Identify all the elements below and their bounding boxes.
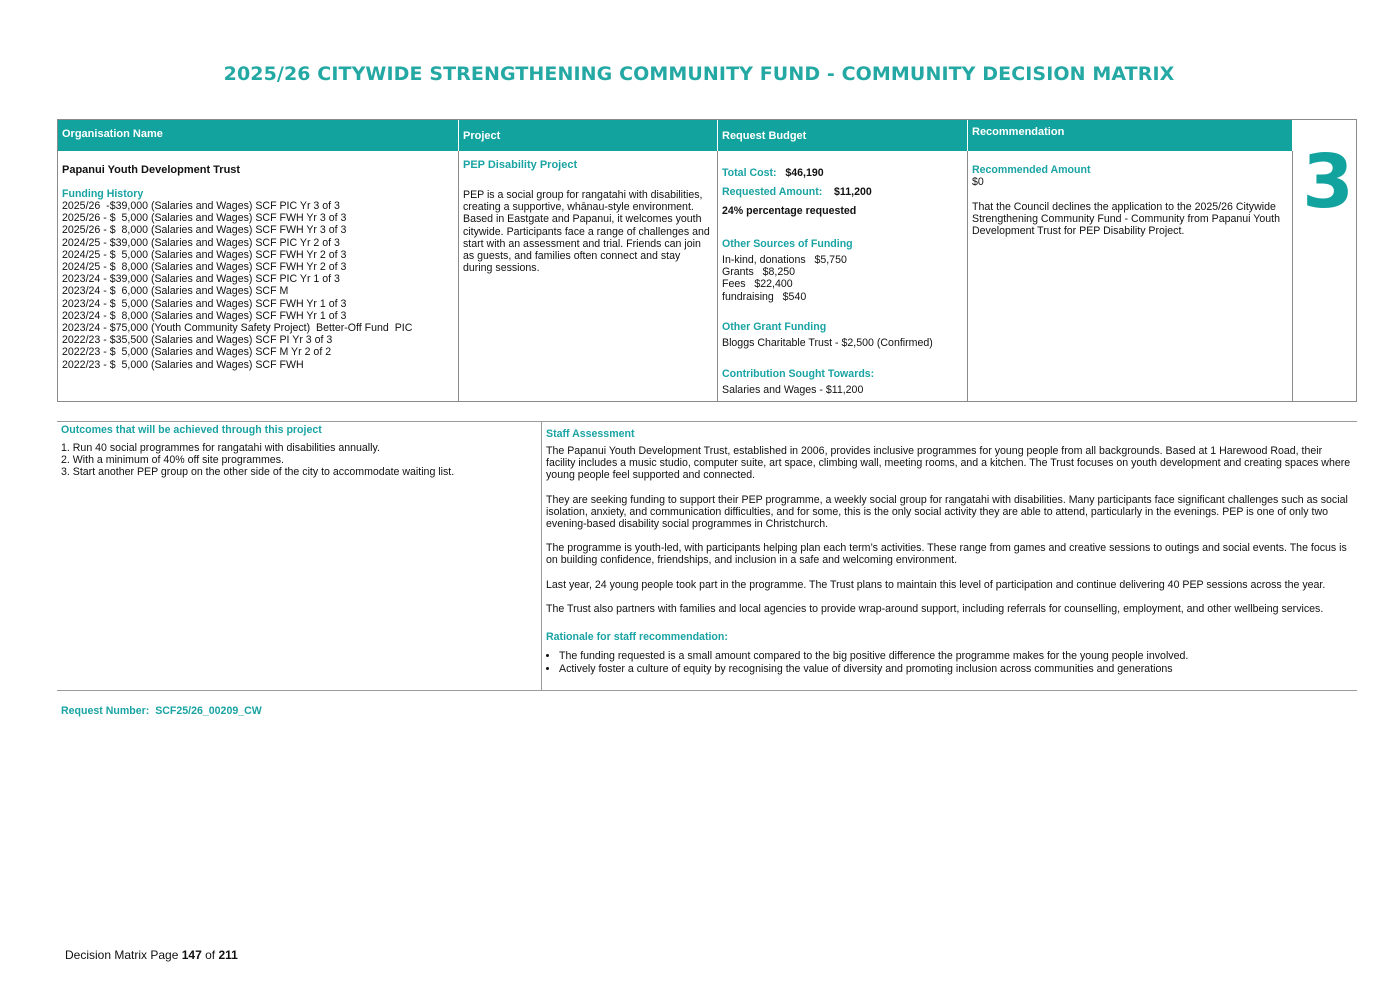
project-description — [463, 189, 710, 274]
rationale-list-wrap — [546, 650, 1354, 676]
organisation-cell — [58, 151, 459, 401]
other-grant-label: Other Grant Funding — [722, 321, 827, 333]
footer-total-pages: 211 — [218, 948, 238, 962]
funding-history-item: 2023/24 - $ 6,000 (Salaries and Wages) SCF M — [62, 285, 289, 298]
project-description-line: as guests, and families often connect and stay — [463, 250, 681, 263]
staff-paragraph: The Papanui Youth Development Trust, established in 2006, provides inclusive programmes for young people from all backgrounds. Based at 1 Harewood Road, their facility includes a music studio, computer suite, art space, climbing wall, meeting rooms, and a kitchen. The Trust focuses on youth development and creating spaces where young people feel supported and connected. — [546, 445, 1351, 482]
other-sources-list — [722, 254, 847, 303]
rationale-list — [546, 650, 1354, 675]
rationale-item: • Actively foster a culture of equity by recognising the value of diversity and promoting inclusion across communities and generations — [559, 663, 1354, 675]
requested-amount-value: $11,200 — [834, 186, 872, 198]
funding-history-item: 2023/24 - $ 5,000 (Salaries and Wages) SCF FWH Yr 1 of 3 — [62, 297, 347, 310]
outcome-item: 1. Run 40 social programmes for rangatahi with disabilities annually. — [61, 442, 380, 454]
funding-history-item: 2022/23 - $ 5,000 (Salaries and Wages) SCF M Yr 2 of 2 — [62, 346, 332, 359]
project-description-line: creating a supportive, whānau-style environment. — [463, 201, 694, 214]
requested-amount-row — [722, 186, 872, 198]
total-cost-label: Total Cost: — [722, 167, 777, 179]
funding-history-list — [62, 200, 412, 371]
project-description-line: start with an assessment and trial. Friends can join — [463, 237, 701, 250]
funding-history-item: 2022/23 - $35,500 (Salaries and Wages) SCF PI Yr 3 of 3 — [62, 334, 333, 347]
decision-matrix-table — [57, 119, 1357, 402]
footer-of: of — [205, 948, 216, 962]
other-source-item: In-kind, donations $5,750 — [722, 254, 847, 266]
recommendation-cell — [968, 151, 1293, 401]
organisation-name: Papanui Youth Development Trust — [62, 164, 241, 176]
funding-history-item: 2024/25 - $ 5,000 (Salaries and Wages) SCF FWH Yr 2 of 3 — [62, 248, 347, 261]
request-number-label: Request Number: — [61, 705, 150, 717]
funding-history-item: 2024/25 - $ 8,000 (Salaries and Wages) SCF FWH Yr 2 of 3 — [62, 261, 347, 274]
request-number-value: SCF25/26_00209_CW — [155, 705, 262, 717]
rationale-label: Rationale for staff recommendation: — [546, 631, 728, 643]
funding-history-item: 2023/24 - $75,000 (Youth Community Safety Project) Better-Off Fund PIC — [62, 322, 413, 335]
outcomes-label: Outcomes that will be achieved through this project — [61, 424, 322, 436]
header-project: Project — [459, 120, 717, 151]
page-title: 2025/26 CITYWIDE STRENGTHENING COMMUNITY FUND - COMMUNITY DECISION MATRIX — [223, 63, 1175, 85]
footer-page-number: 147 — [181, 948, 202, 962]
total-cost-value: $46,190 — [785, 167, 824, 179]
contribution-value: Salaries and Wages - $11,200 — [722, 384, 864, 396]
funding-history-item: 2025/26 - $ 8,000 (Salaries and Wages) SCF FWH Yr 3 of 3 — [62, 224, 347, 237]
funding-history-label: Funding History — [62, 188, 144, 200]
outcome-item: 2. With a minimum of 40% off site programmes. — [61, 454, 284, 467]
other-grant-value: Bloggs Charitable Trust - $2,500 (Confirmed) — [722, 337, 933, 349]
contribution-label: Contribution Sought Towards: — [722, 368, 875, 380]
staff-paragraph: The programme is youth-led, with participants helping plan each term’s activities. These range from games and creative sessions to outings and social events. The focus is on building confidence, friendships, and inclusion in a safe and welcoming environment. — [546, 542, 1347, 567]
header-organisation: Organisation Name — [58, 120, 458, 151]
funding-history-item: 2025/26 - $ 5,000 (Salaries and Wages) SCF FWH Yr 3 of 3 — [62, 212, 347, 225]
staff-paragraph: They are seeking funding to support their PEP programme, a weekly social group for rangatahi with disabilities. Many participants face significant challenges such as social isolation, anxiety, and communication difficulties, and for some, this is the only social activity they are able to attend, particularly in the evenings. PEP is one of only two evening-based disability social programmes in Christchurch. — [546, 493, 1348, 531]
project-name: PEP Disability Project — [463, 159, 578, 171]
header-budget: Request Budget — [718, 120, 967, 151]
project-cell — [459, 151, 718, 401]
staff-assessment-body — [546, 445, 1354, 627]
project-description-line: PEP is a social group for rangatahi with disabilities, — [463, 189, 703, 201]
request-number — [61, 705, 262, 717]
recommendation-line: Strengthening Community Fund - Community from Papanui Youth — [972, 213, 1280, 226]
project-description-line: Based in Eastgate and Papanui, it welcomes youth — [463, 213, 702, 226]
footer-prefix: Decision Matrix Page — [65, 948, 179, 962]
other-source-item: fundraising $540 — [722, 290, 807, 303]
recommendation-text — [972, 201, 1280, 238]
funding-history-item: 2023/24 - $39,000 (Salaries and Wages) SCF PIC Yr 1 of 3 — [62, 273, 340, 286]
staff-paragraph: Last year, 24 young people took part in the programme. The Trust plans to maintain this level of participation and continue delivering 40 PEP sessions across the year. — [546, 578, 1326, 591]
staff-assessment-label: Staff Assessment — [546, 428, 635, 440]
matrix-number: 3 — [1302, 139, 1354, 225]
funding-history-item: 2025/26 -$39,000 (Salaries and Wages) SCF PIC Yr 3 of 3 — [62, 200, 340, 212]
other-source-item: Fees $22,400 — [722, 278, 793, 291]
rationale-item: • The funding requested is a small amount compared to the big positive difference the programme makes for the young people involved. — [559, 650, 1354, 662]
recommended-amount-value: $0 — [972, 176, 984, 188]
funding-history-item: 2022/23 - $ 5,000 (Salaries and Wages) SCF FWH — [62, 358, 304, 371]
project-description-line: during sessions. — [463, 262, 540, 275]
recommendation-line: That the Council declines the application to the 2025/26 Citywide — [972, 201, 1276, 213]
funding-history-item: 2023/24 - $ 8,000 (Salaries and Wages) SCF FWH Yr 1 of 3 — [62, 309, 347, 322]
page-footer — [65, 949, 238, 961]
section-divider-top — [57, 421, 1357, 422]
funding-history-item: 2024/25 - $39,000 (Salaries and Wages) SCF PIC Yr 2 of 3 — [62, 236, 340, 249]
outcomes-list — [61, 442, 454, 479]
other-sources-label: Other Sources of Funding — [722, 238, 853, 250]
requested-amount-label: Requested Amount: — [722, 186, 823, 198]
outcome-item: 3. Start another PEP group on the other side of the city to accommodate waiting list. — [61, 466, 455, 479]
header-recommendation: Recommendation — [968, 120, 1292, 151]
section-divider-bottom — [57, 690, 1357, 691]
recommended-amount-label: Recommended Amount — [972, 164, 1091, 176]
section-divider-vertical — [541, 421, 542, 691]
percentage-requested: 24% percentage requested — [722, 205, 857, 217]
total-cost-row — [722, 167, 824, 179]
budget-cell — [718, 151, 968, 401]
recommendation-line: Development Trust for PEP Disability Project. — [972, 225, 1185, 238]
other-source-item: Grants $8,250 — [722, 266, 796, 279]
staff-paragraph: The Trust also partners with families and local agencies to provide wrap-around support, including referrals for counselling, employment, and other wellbeing services. — [546, 602, 1324, 615]
project-description-line: citywide. Participants face a range of challenges and — [463, 225, 710, 238]
